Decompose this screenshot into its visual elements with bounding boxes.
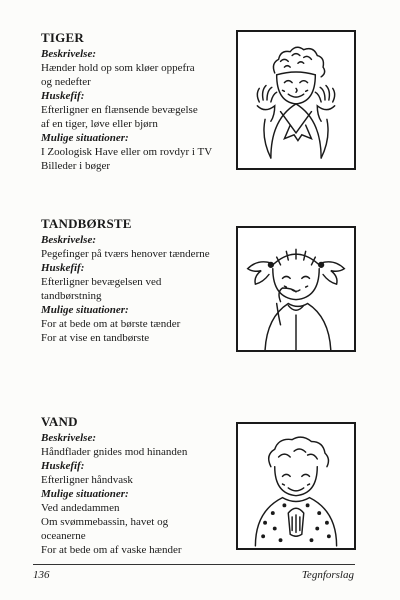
situations-line: I Zoologisk Have eller om rovdyr i TV: [41, 146, 213, 158]
child-claw-hands-drawing: [238, 32, 354, 168]
situations-line: Billeder i bøger: [41, 160, 111, 172]
section-name: Tegnforslag: [301, 569, 354, 581]
mnemonic-line: Efterligner håndvask: [41, 474, 133, 486]
mnemonic-heading: Huskefif:: [41, 460, 85, 472]
situations-line: Om svømmebassin, havet og: [41, 516, 169, 528]
description-line: Pegefinger på tværs henover tænderne: [41, 248, 210, 260]
entry-title: TANDBØRSTE: [41, 216, 132, 231]
mnemonic-heading: Huskefif:: [41, 90, 85, 102]
mnemonic-line: Efterligner bevægelsen ved: [41, 276, 162, 288]
description-line: og nedefter: [41, 76, 91, 88]
entry-title: TIGER: [41, 30, 84, 45]
girl-brushing-teeth-drawing: [238, 228, 354, 350]
entry-title: VAND: [41, 414, 78, 429]
mnemonic-heading: Huskefif:: [41, 262, 85, 274]
situations-heading: Mulige situationer:: [41, 488, 129, 500]
description-line: Håndflader gnides mod hinanden: [41, 446, 188, 458]
tiger-sign-illustration: [236, 30, 356, 170]
situations-line: For at vise en tandbørste: [41, 332, 150, 344]
situations-line: For at bede om at børste tænder: [41, 318, 181, 330]
mnemonic-line: tandbørstning: [41, 290, 102, 302]
situations-line: For at bede om af vaske hænder: [41, 544, 182, 556]
situations-line: Ved andedammen: [41, 502, 120, 514]
description-heading: Beskrivelse:: [41, 432, 96, 444]
situations-line: oceanerne: [41, 530, 86, 542]
description-line: Hænder hold op som kløer oppefra: [41, 62, 195, 74]
mnemonic-line: af en tiger, løve eller bjørn: [41, 118, 158, 130]
tandborste-sign-illustration: [236, 226, 356, 352]
vand-sign-illustration: [236, 422, 356, 550]
mnemonic-line: Efterligner en flænsende bevægelse: [41, 104, 198, 116]
situations-heading: Mulige situationer:: [41, 304, 129, 316]
entry-vand: [41, 414, 241, 557]
situations-heading: Mulige situationer:: [41, 132, 129, 144]
footer-divider: [33, 564, 355, 565]
page-number: 136: [33, 569, 50, 581]
entry-tandborste: [41, 216, 241, 345]
description-heading: Beskrivelse:: [41, 48, 96, 60]
description-heading: Beskrivelse:: [41, 234, 96, 246]
child-rubbing-hands-drawing: [238, 424, 354, 548]
entry-tiger: [41, 30, 241, 173]
